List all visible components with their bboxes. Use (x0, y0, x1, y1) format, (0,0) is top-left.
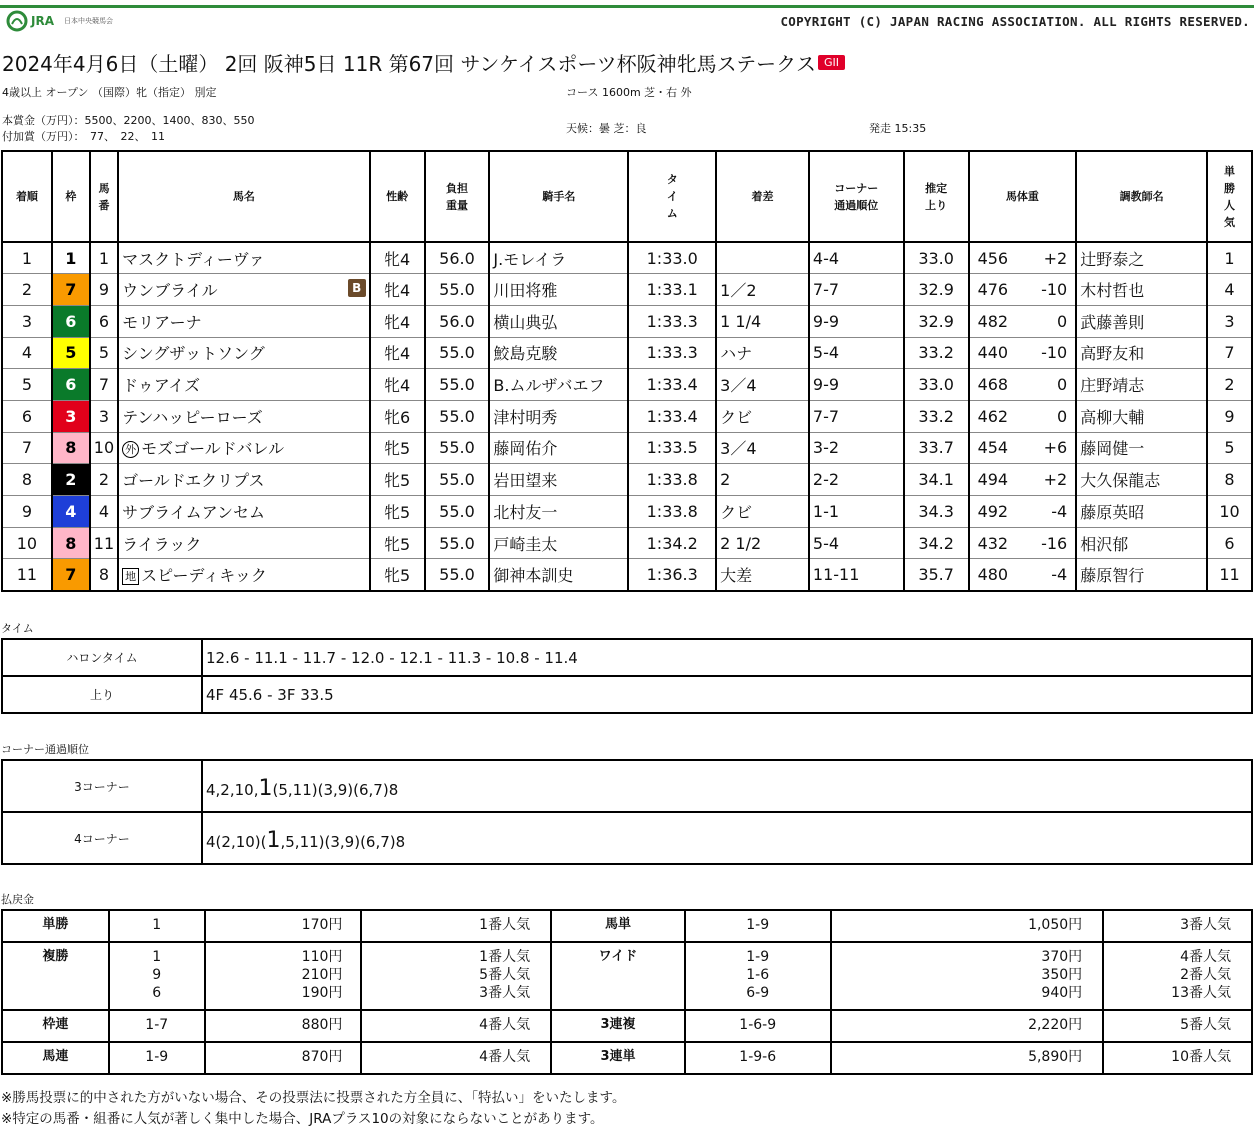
jra-logo[interactable] (6, 10, 113, 32)
bet-combination: 1-9 (685, 910, 831, 942)
note-tokubarai: ※勝馬投票に的中された方がいない場合、その投票法に投票された方全員に、「特払い」をいたします。 (1, 1090, 626, 1106)
result-row (2, 432, 1252, 464)
bet-combination: 1 (109, 910, 205, 942)
payout-row (2, 1042, 1252, 1074)
payout-amount: 880円 (205, 1010, 362, 1042)
result-header-row (2, 151, 1252, 242)
trainer-name[interactable]: 相沢郁 (1076, 527, 1207, 559)
waku-badge: 6 (52, 305, 90, 337)
popularity: 9 (1207, 400, 1252, 432)
horseshoe-logo-icon (6, 10, 28, 32)
waku-badge: 2 (52, 464, 90, 496)
payout-row (2, 1010, 1252, 1042)
waku-badge: 7 (52, 559, 90, 591)
origin-mark: 外 (122, 441, 139, 458)
popularity: 1 (1207, 242, 1252, 274)
jockey-name[interactable]: J.モレイラ (489, 242, 628, 274)
last-3f: 32.9 (904, 274, 969, 306)
horse-name-cell[interactable] (118, 464, 370, 496)
payout-popularity: 1番人気 5番人気 3番人気 (361, 942, 551, 1010)
waku-badge: 5 (52, 337, 90, 369)
sex-age: 牝4 (370, 242, 425, 274)
furlong-times: 12.6 - 11.1 - 11.7 - 12.0 - 12.1 - 11.3 - 10.8 - 11.4 (202, 639, 1252, 676)
header-number: 馬 番 (90, 151, 118, 242)
trainer-name[interactable]: 庄野靖志 (1076, 369, 1207, 401)
copyright-notice: COPYRIGHT (C) JAPAN RACING ASSOCIATION. ALL RIGHTS RESERVED. (780, 14, 1250, 29)
payout-amount: 5,890円 (831, 1042, 1104, 1074)
horse-name[interactable]: テンハッピーローズ (122, 407, 263, 427)
waku-badge: 3 (52, 400, 90, 432)
body-weight: 462 (977, 406, 1009, 426)
bet-combination: 1-9-6 (685, 1042, 831, 1074)
finish-time: 1:33.5 (628, 432, 716, 464)
trainer-name[interactable]: 武藤善則 (1076, 305, 1207, 337)
carried-weight: 55.0 (425, 527, 490, 559)
header-jockey: 騎手名 (489, 151, 628, 242)
corner-order: 3-2 (809, 432, 904, 464)
bet-type: 3連単 (551, 1042, 685, 1074)
body-weight-cell (969, 305, 1077, 337)
result-row (2, 496, 1252, 528)
margin: 3／4 (716, 369, 809, 401)
horse-name[interactable]: マスクトディーヴァ (122, 249, 265, 269)
horse-name-cell[interactable] (118, 527, 370, 559)
corner3-label: 3コーナー (2, 760, 202, 812)
body-weight-cell (969, 274, 1077, 306)
jockey-name[interactable]: 北村友一 (489, 496, 628, 528)
rank: 11 (2, 559, 52, 591)
result-row (2, 242, 1252, 274)
header-popularity: 単 勝 人 気 (1207, 151, 1252, 242)
rank: 8 (2, 464, 52, 496)
rank: 2 (2, 274, 52, 306)
bet-type: 3連複 (551, 1010, 685, 1042)
payout-popularity: 4番人気 2番人気 13番人気 (1103, 942, 1252, 1010)
corner-order: 11-11 (809, 559, 904, 591)
popularity: 11 (1207, 559, 1252, 591)
sex-age: 牝5 (370, 496, 425, 528)
waku-badge: 7 (52, 274, 90, 306)
horse-number: 3 (90, 400, 118, 432)
body-weight-cell (969, 527, 1077, 559)
horse-name-cell[interactable] (118, 337, 370, 369)
payout-section-label: 払戻金 (1, 893, 34, 906)
race-title (2, 48, 845, 77)
body-weight: 432 (977, 533, 1009, 553)
laps-section-label: タイム (1, 622, 34, 635)
body-weight-diff: 0 (1057, 375, 1068, 395)
logo-subtext: 日本中央競馬会 (64, 17, 113, 25)
body-weight-diff: -4 (1051, 564, 1068, 584)
sex-age: 牝4 (370, 305, 425, 337)
horse-name-cell[interactable] (118, 496, 370, 528)
body-weight-diff: -16 (1041, 533, 1068, 553)
popularity: 8 (1207, 464, 1252, 496)
trainer-name[interactable]: 藤原智行 (1076, 559, 1207, 591)
popularity: 7 (1207, 337, 1252, 369)
carried-weight: 55.0 (425, 274, 490, 306)
payout-amount: 2,220円 (831, 1010, 1104, 1042)
jockey-name[interactable]: 鮫島克駿 (489, 337, 628, 369)
bet-type: 単勝 (2, 910, 109, 942)
jockey-name[interactable]: B.ムルザバエフ (489, 369, 628, 401)
horse-name[interactable]: スピーディキック (141, 565, 267, 585)
header-margin: 着差 (716, 151, 809, 242)
body-weight-diff: 0 (1057, 406, 1068, 426)
waku-badge: 1 (52, 242, 90, 274)
trainer-name[interactable]: 高柳大輔 (1076, 400, 1207, 432)
waku-badge: 6 (52, 369, 90, 401)
carried-weight: 55.0 (425, 559, 490, 591)
body-weight-diff: -10 (1041, 343, 1068, 363)
start-time: 発走 15:35 (869, 122, 927, 135)
last-3f: 32.9 (904, 305, 969, 337)
margin: クビ (716, 496, 809, 528)
header-body-weight: 馬体重 (969, 151, 1077, 242)
finish-time: 1:33.4 (628, 369, 716, 401)
popularity: 10 (1207, 496, 1252, 528)
corner-order: 5-4 (809, 527, 904, 559)
last-3f: 33.2 (904, 337, 969, 369)
horse-name-cell[interactable] (118, 432, 370, 464)
corner4-order: 4(2,10)(1,5,11)(3,9)(6,7)8 (202, 812, 1252, 864)
horse-name[interactable]: サブライムアンセム (122, 502, 266, 522)
prize-money: 本賞金（万円）：5500、2200、1400、830、550 (2, 114, 255, 127)
result-row (2, 369, 1252, 401)
trainer-name[interactable]: 高野友和 (1076, 337, 1207, 369)
carried-weight: 55.0 (425, 337, 490, 369)
origin-mark: 地 (122, 568, 139, 585)
waku-badge: 8 (52, 432, 90, 464)
bet-combination: 1 9 6 (109, 942, 205, 1010)
payout-row (2, 942, 1252, 1010)
course-info: コース 1600m 芝・右 外 (566, 86, 692, 99)
sex-age: 牝5 (370, 432, 425, 464)
margin: 1 1/4 (716, 305, 809, 337)
corner-order-table (1, 759, 1253, 865)
corner-order: 7-7 (809, 274, 904, 306)
header-waku: 枠 (52, 151, 90, 242)
last-label: 上り (2, 676, 202, 713)
bet-type: 馬単 (551, 910, 685, 942)
body-weight: 476 (977, 280, 1009, 300)
carried-weight: 56.0 (425, 242, 490, 274)
result-row (2, 274, 1252, 306)
last-3f: 33.2 (904, 400, 969, 432)
trainer-name[interactable]: 藤岡健一 (1076, 432, 1207, 464)
result-row (2, 559, 1252, 591)
grade-badge: GII (818, 55, 845, 70)
horse-number: 6 (90, 305, 118, 337)
race-conditions: 4歳以上 オープン （国際）牝（指定） 別定 (2, 86, 217, 99)
body-weight-cell (969, 496, 1077, 528)
last-3f: 34.3 (904, 496, 969, 528)
header-time: タ イ ム (628, 151, 716, 242)
horse-number: 5 (90, 337, 118, 369)
race-title-text: 2024年4月6日（土曜） 2回 阪神5日 11R 第67回 サンケイスポーツ杯阪神牝馬ステークス (2, 52, 816, 76)
payout-table (1, 909, 1253, 1075)
finish-time: 1:36.3 (628, 559, 716, 591)
last-times: 4F 45.6 - 3F 33.5 (202, 676, 1252, 713)
body-weight: 440 (977, 343, 1009, 363)
body-weight: 468 (977, 375, 1009, 395)
margin: 2 1/2 (716, 527, 809, 559)
header-rule (0, 5, 1254, 8)
body-weight: 480 (977, 564, 1009, 584)
finish-time: 1:33.3 (628, 305, 716, 337)
rank: 6 (2, 400, 52, 432)
popularity: 5 (1207, 432, 1252, 464)
carried-weight: 56.0 (425, 305, 490, 337)
finish-time: 1:33.3 (628, 337, 716, 369)
corner-section-label: コーナー通過順位 (1, 743, 89, 756)
last-3f: 34.1 (904, 464, 969, 496)
payout-popularity: 1番人気 (361, 910, 551, 942)
result-row (2, 305, 1252, 337)
bet-combination: 1-6-9 (685, 1010, 831, 1042)
jockey-name[interactable]: 川田将雅 (489, 274, 628, 306)
header-trainer: 調教師名 (1076, 151, 1207, 242)
payout-popularity: 5番人気 (1103, 1010, 1252, 1042)
corner4-winner: 1 (266, 827, 281, 853)
horse-number: 2 (90, 464, 118, 496)
body-weight-diff: -4 (1051, 501, 1068, 521)
popularity: 6 (1207, 527, 1252, 559)
last-3f: 33.7 (904, 432, 969, 464)
body-weight: 494 (977, 470, 1009, 490)
horse-name[interactable]: ゴールドエクリプス (122, 471, 265, 491)
bet-combination: 1-7 (109, 1010, 205, 1042)
rank: 4 (2, 337, 52, 369)
body-weight-cell (969, 400, 1077, 432)
last-3f: 35.7 (904, 559, 969, 591)
bet-combination: 1-9 (109, 1042, 205, 1074)
sex-age: 牝5 (370, 464, 425, 496)
horse-name-cell[interactable] (118, 559, 370, 591)
corner3-order: 4,2,10,1(5,11)(3,9)(6,7)8 (202, 760, 1252, 812)
horse-name[interactable]: ウンブライル (122, 281, 218, 301)
corner-order: 2-2 (809, 464, 904, 496)
result-row (2, 527, 1252, 559)
sex-age: 牝4 (370, 369, 425, 401)
finish-time: 1:33.0 (628, 242, 716, 274)
body-weight-diff: -10 (1041, 280, 1068, 300)
corner4-row (2, 812, 1252, 864)
furlong-row (2, 639, 1252, 676)
horse-name-cell[interactable] (118, 400, 370, 432)
margin: ハナ (716, 337, 809, 369)
payout-popularity: 4番人気 (361, 1042, 551, 1074)
header-last-3f: 推定 上り (904, 151, 969, 242)
payout-amount: 370円 350円 940円 (831, 942, 1104, 1010)
margin: クビ (716, 400, 809, 432)
body-weight: 482 (977, 311, 1009, 331)
bet-type: ワイド (551, 942, 685, 1010)
body-weight-diff: +2 (1043, 470, 1068, 490)
payout-popularity: 10番人気 (1103, 1042, 1252, 1074)
horse-name-cell[interactable] (118, 305, 370, 337)
rank: 10 (2, 527, 52, 559)
waku-badge: 8 (52, 527, 90, 559)
body-weight-cell (969, 464, 1077, 496)
corner-order: 9-9 (809, 369, 904, 401)
horse-name[interactable]: ライラック (122, 534, 202, 554)
horse-number: 9 (90, 274, 118, 306)
last-3f: 33.0 (904, 369, 969, 401)
rank: 9 (2, 496, 52, 528)
corner-order: 1-1 (809, 496, 904, 528)
sex-age: 牝4 (370, 337, 425, 369)
header-sex-age: 性齢 (370, 151, 425, 242)
payout-amount: 1,050円 (831, 910, 1104, 942)
result-row (2, 400, 1252, 432)
corner3-row (2, 760, 1252, 812)
header-weight: 負担 重量 (425, 151, 490, 242)
body-weight: 492 (977, 501, 1009, 521)
horse-name[interactable]: モリアーナ (122, 312, 202, 332)
horse-name-cell[interactable] (118, 242, 370, 274)
rank: 3 (2, 305, 52, 337)
horse-name-cell[interactable] (118, 274, 370, 306)
jockey-name[interactable]: 横山典弘 (489, 305, 628, 337)
body-weight-diff: +6 (1043, 438, 1068, 458)
trainer-name[interactable]: 辻野泰之 (1076, 242, 1207, 274)
rank: 5 (2, 369, 52, 401)
payout-popularity: 4番人気 (361, 1010, 551, 1042)
jockey-name[interactable]: 戸崎圭太 (489, 527, 628, 559)
carried-weight: 55.0 (425, 432, 490, 464)
rank: 1 (2, 242, 52, 274)
body-weight-diff: 0 (1057, 311, 1068, 331)
carried-weight: 55.0 (425, 496, 490, 528)
horse-number: 10 (90, 432, 118, 464)
result-row (2, 464, 1252, 496)
trainer-name[interactable]: 藤原英昭 (1076, 496, 1207, 528)
header-corner: コーナー 通過順位 (809, 151, 904, 242)
finish-time: 1:34.2 (628, 527, 716, 559)
body-weight-cell (969, 369, 1077, 401)
popularity: 4 (1207, 274, 1252, 306)
carried-weight: 55.0 (425, 400, 490, 432)
result-table (1, 150, 1253, 592)
horse-number: 1 (90, 242, 118, 274)
furlong-label: ハロンタイム (2, 639, 202, 676)
horse-name-cell[interactable] (118, 369, 370, 401)
horse-name[interactable]: シングザットソング (122, 344, 265, 364)
bet-combination: 1-9 1-6 6-9 (685, 942, 831, 1010)
margin (716, 242, 809, 274)
payout-amount: 110円 210円 190円 (205, 942, 362, 1010)
popularity: 3 (1207, 305, 1252, 337)
last-row (2, 676, 1252, 713)
margin: 大差 (716, 559, 809, 591)
corner-order: 7-7 (809, 400, 904, 432)
horse-number: 7 (90, 369, 118, 401)
bet-type: 枠連 (2, 1010, 109, 1042)
extra-prize-money: 付加賞（万円）： 77、 22、 11 (2, 130, 165, 143)
jockey-name[interactable]: 岩田望来 (489, 464, 628, 496)
jockey-name[interactable]: 藤岡佑介 (489, 432, 628, 464)
corner4-label: 4コーナー (2, 812, 202, 864)
payout-amount: 870円 (205, 1042, 362, 1074)
finish-time: 1:33.8 (628, 464, 716, 496)
trainer-name[interactable]: 木村哲也 (1076, 274, 1207, 306)
finish-time: 1:33.1 (628, 274, 716, 306)
body-weight-cell (969, 432, 1077, 464)
note-jra-plus10: ※特定の馬番・組番に人気が著しく集中した場合、JRAプラス10の対象にならないことがあります。 (1, 1111, 604, 1127)
horse-name[interactable]: モズゴールドバレル (141, 439, 285, 459)
bet-type: 複勝 (2, 942, 109, 1010)
body-weight: 454 (977, 438, 1009, 458)
trainer-name[interactable]: 大久保龍志 (1076, 464, 1207, 496)
header-horse-name: 馬名 (118, 151, 370, 242)
carried-weight: 55.0 (425, 369, 490, 401)
horse-number: 4 (90, 496, 118, 528)
jockey-name[interactable]: 御神本訓史 (489, 559, 628, 591)
sex-age: 牝5 (370, 559, 425, 591)
margin: 2 (716, 464, 809, 496)
sex-age: 牝5 (370, 527, 425, 559)
corner-order: 5-4 (809, 337, 904, 369)
bet-type: 馬連 (2, 1042, 109, 1074)
carried-weight: 55.0 (425, 464, 490, 496)
last-3f: 33.0 (904, 242, 969, 274)
last-3f: 34.2 (904, 527, 969, 559)
body-weight-cell (969, 242, 1077, 274)
jockey-name[interactable]: 津村明秀 (489, 400, 628, 432)
payout-row (2, 910, 1252, 942)
finish-time: 1:33.4 (628, 400, 716, 432)
body-weight: 456 (977, 248, 1009, 268)
lap-time-table (1, 638, 1253, 714)
sex-age: 牝6 (370, 400, 425, 432)
logo-text: JRA (31, 14, 54, 28)
body-weight-cell (969, 337, 1077, 369)
payout-amount: 170円 (205, 910, 362, 942)
horse-number: 11 (90, 527, 118, 559)
finish-time: 1:33.8 (628, 496, 716, 528)
header-rank: 着順 (2, 151, 52, 242)
rank: 7 (2, 432, 52, 464)
payout-popularity: 3番人気 (1103, 910, 1252, 942)
weather-track: 天候：曇 芝：良 (566, 122, 647, 135)
corner-order: 4-4 (809, 242, 904, 274)
corner-order: 9-9 (809, 305, 904, 337)
body-weight-cell (969, 559, 1077, 591)
result-row (2, 337, 1252, 369)
margin: 1／2 (716, 274, 809, 306)
popularity: 2 (1207, 369, 1252, 401)
margin: 3／4 (716, 432, 809, 464)
horse-number: 8 (90, 559, 118, 591)
corner3-winner: 1 (258, 775, 273, 801)
waku-badge: 4 (52, 496, 90, 528)
body-weight-diff: +2 (1043, 248, 1068, 268)
horse-name[interactable]: ドゥアイズ (122, 376, 201, 396)
sex-age: 牝4 (370, 274, 425, 306)
blinker-icon: B (348, 279, 366, 297)
